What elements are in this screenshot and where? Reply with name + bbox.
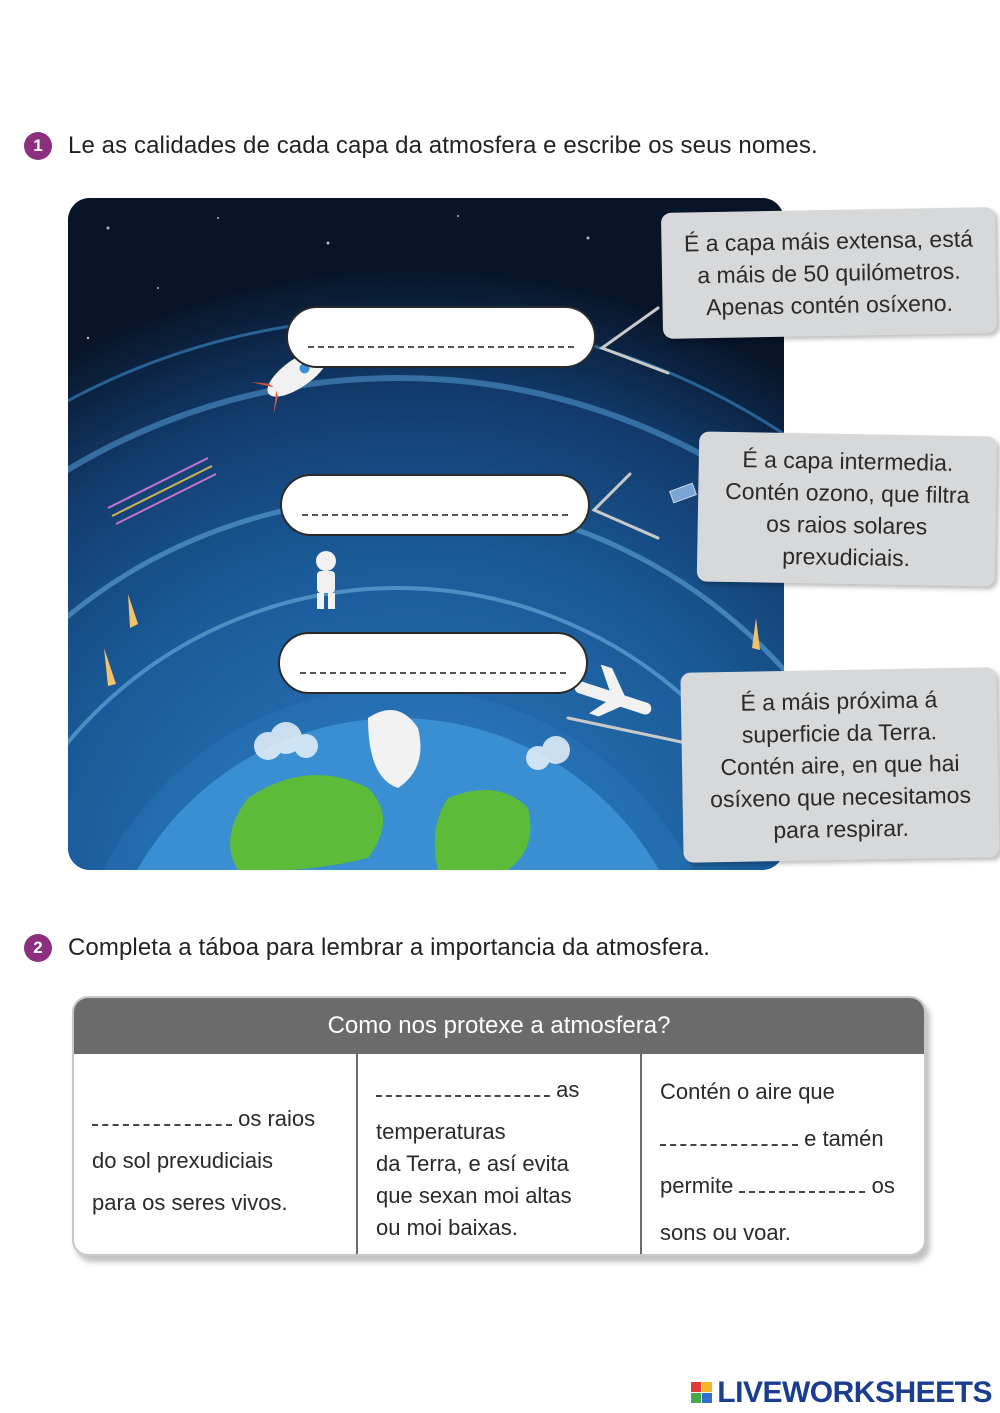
cell-text: do sol prexudiciais <box>92 1148 273 1173</box>
brand-name: LIVEWORKSHEETS <box>717 1376 992 1409</box>
cell-text: temperaturas <box>376 1119 506 1144</box>
table-cell-1 <box>74 1054 358 1256</box>
cell-text: Contén o aire que <box>660 1079 835 1104</box>
table-header: Como nos protexe a atmosfera? <box>74 998 924 1054</box>
callout-middle-layer: É a capa intermedia. Contén ozono, que filtra os raios solares prexudiciais. <box>697 431 998 586</box>
cell-text: ou moi baixas. <box>376 1215 518 1240</box>
cell-text: os <box>865 1173 895 1198</box>
layer-answer-field-3[interactable] <box>278 632 588 694</box>
question-2-text: Completa a táboa para lembrar a importancia da atmosfera. <box>68 934 711 961</box>
question-number-badge: 2 <box>24 934 52 962</box>
callout-upper-layer: É a capa máis extensa, está a máis de 50 quilómetros. Apenas contén osíxeno. <box>661 207 997 339</box>
cell-text: da Terra, e así evita <box>376 1151 569 1176</box>
atmosphere-importance-table <box>72 996 926 1256</box>
question-1-text: Le as calidades de cada capa da atmosfera e escribe os seus nomes. <box>68 132 818 159</box>
cell-text: e tamén <box>798 1126 884 1151</box>
cell-text: os raios <box>232 1106 316 1131</box>
liveworksheets-logo-icon <box>691 1382 713 1404</box>
fill-blank-input[interactable] <box>660 1126 798 1146</box>
cell-text: permite <box>660 1173 740 1198</box>
cell-text: sons ou voar. <box>660 1220 791 1245</box>
dashed-answer-line <box>302 514 568 516</box>
cell-text: para os seres vivos. <box>92 1190 288 1215</box>
layer-answer-field-1[interactable] <box>286 306 596 368</box>
fill-blank-input[interactable] <box>376 1077 550 1097</box>
table-cell-2 <box>358 1054 642 1256</box>
table-cell-3 <box>642 1054 924 1256</box>
question-number-badge: 1 <box>24 132 52 160</box>
fill-blank-input[interactable] <box>739 1173 865 1193</box>
callout-lower-layer: É a máis próxima á superficie da Terra. Contén aire, en que hai osíxeno que necesitamos para respirar. <box>680 667 999 862</box>
dashed-answer-line <box>300 672 566 674</box>
question-2-header <box>24 934 710 962</box>
layer-answer-field-2[interactable] <box>280 474 590 536</box>
liveworksheets-brand <box>691 1376 992 1410</box>
question-1-header <box>24 132 818 160</box>
cell-text: que sexan moi altas <box>376 1183 572 1208</box>
dashed-answer-line <box>308 346 574 348</box>
fill-blank-input[interactable] <box>92 1106 232 1126</box>
cell-text: as <box>550 1077 580 1102</box>
